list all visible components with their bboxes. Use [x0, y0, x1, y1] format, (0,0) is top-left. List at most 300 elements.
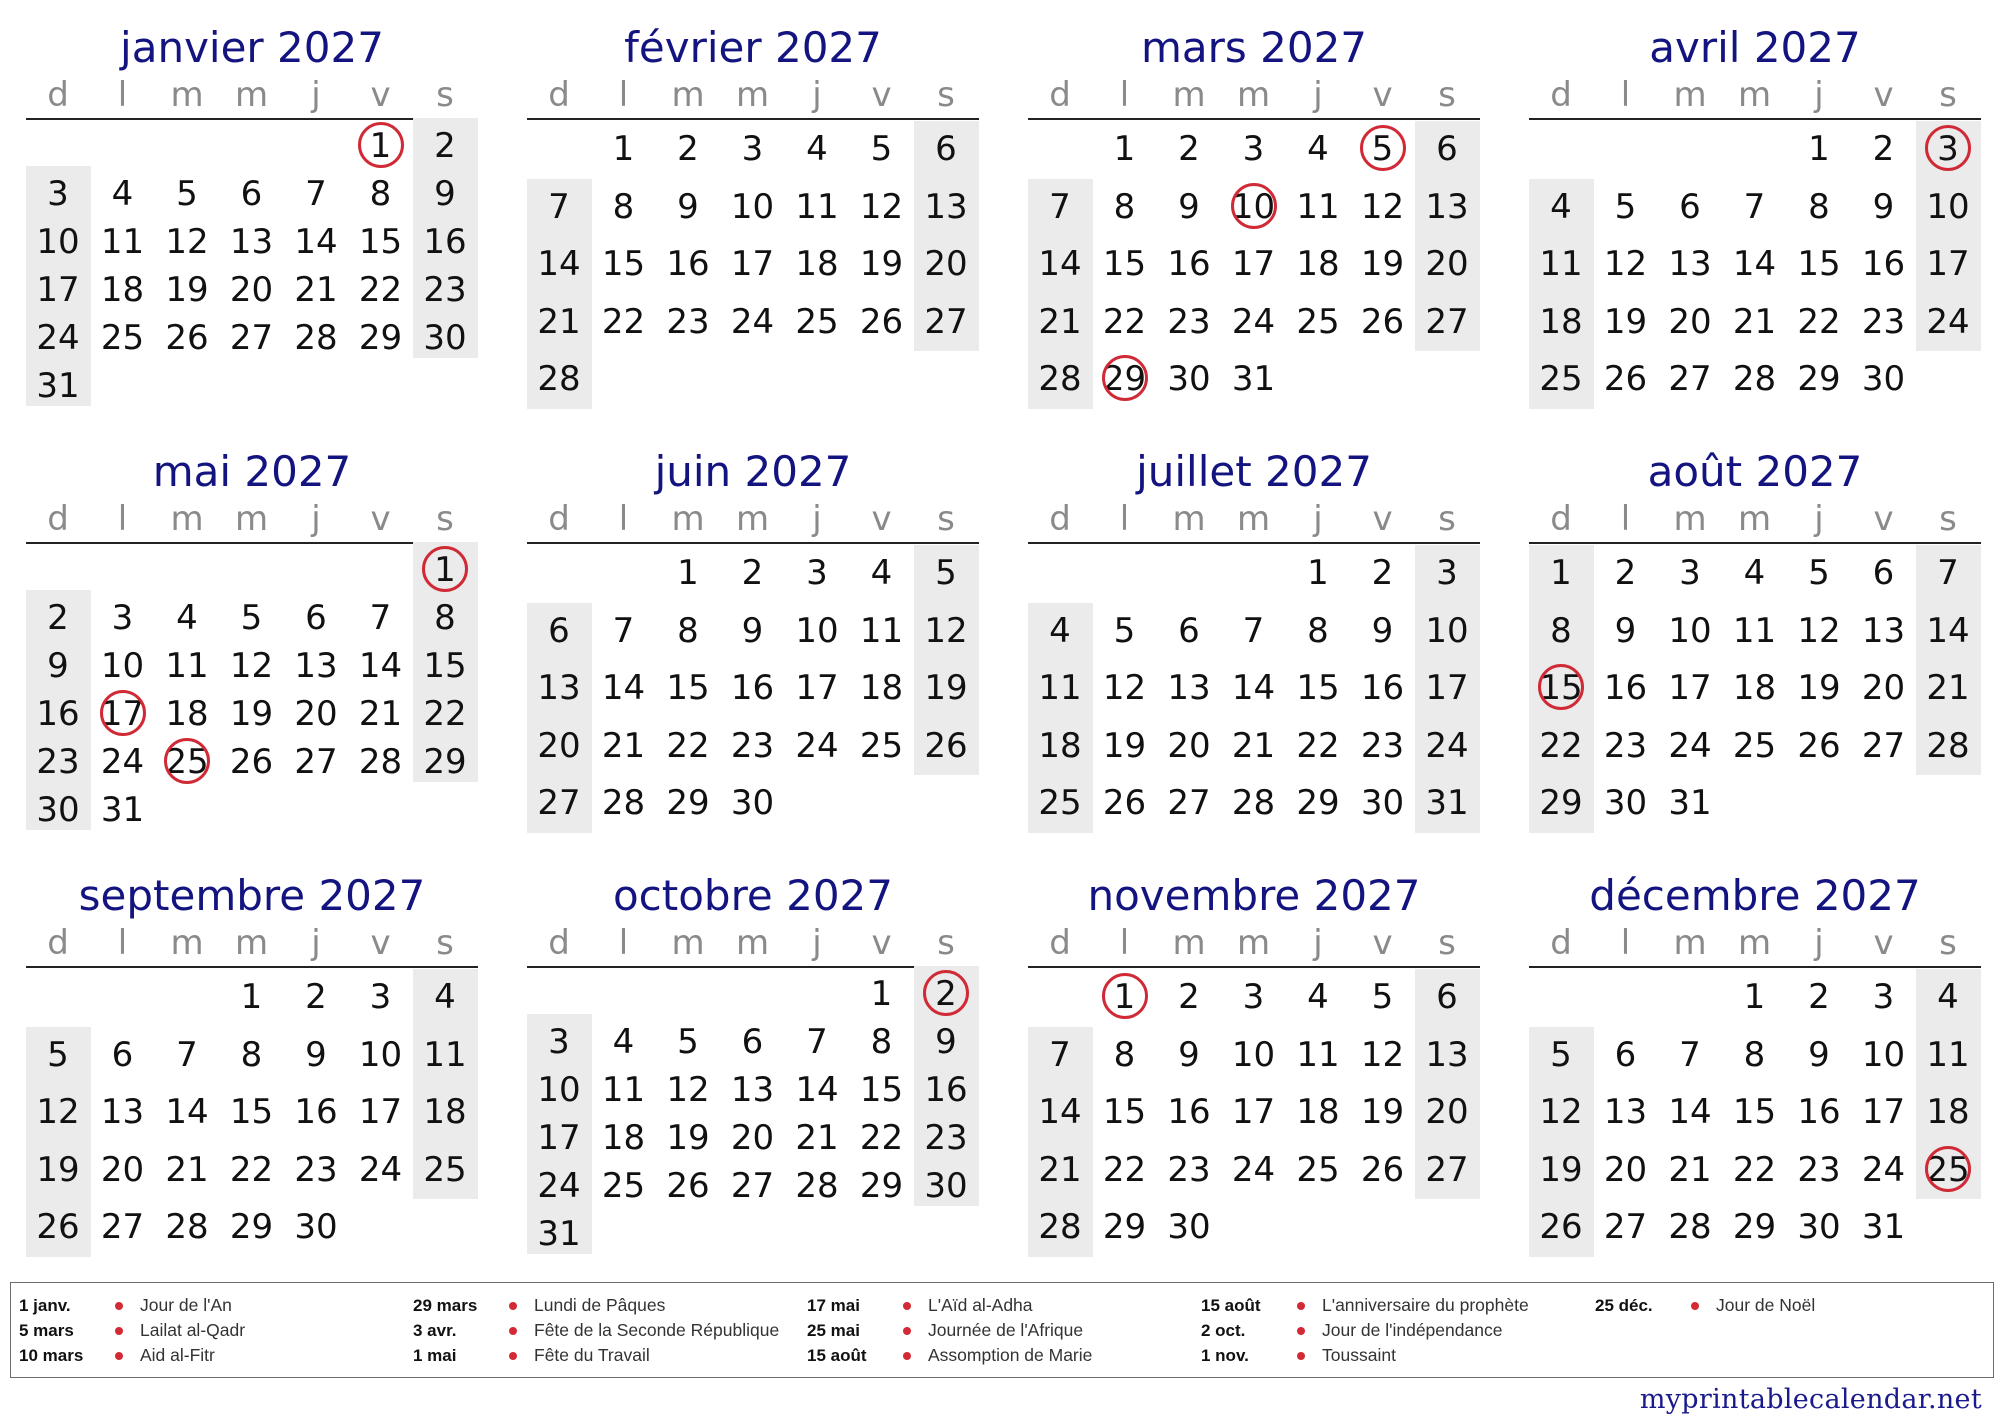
holiday-day-cell: 2 [914, 974, 978, 1014]
day-cell: 5 [935, 553, 957, 593]
legend-holiday-name: Assomption de Marie [928, 1345, 1093, 1365]
legend-column [1595, 1293, 1815, 1318]
legend-item [19, 1318, 245, 1343]
holiday-dot-icon [509, 1302, 517, 1310]
day-cell: 18 [1539, 301, 1583, 342]
day-cell: 11 [1732, 610, 1777, 651]
day-cell: 27 [1167, 783, 1211, 823]
weekday-label: m [1236, 75, 1271, 115]
weekday-label: m [735, 499, 770, 539]
legend-holiday-name: Fête de la Seconde République [534, 1320, 780, 1340]
day-cell: 22 [358, 270, 403, 310]
day-cell: 28 [1038, 359, 1082, 399]
day-cell: 9 [434, 174, 456, 214]
weekday-label: v [1372, 923, 1393, 963]
month-title: janvier 2027 [120, 23, 384, 72]
day-cell: 13 [924, 186, 968, 227]
day-cell: 26 [666, 1166, 710, 1206]
day-cell: 14 [601, 668, 646, 708]
site-watermark: myprintablecalendar.net [1639, 1384, 1982, 1415]
day-cell: 26 [1360, 301, 1405, 342]
weekday-label: m [735, 923, 770, 963]
day-cell: 12 [1603, 244, 1648, 284]
legend-date: 3 avr. [413, 1321, 457, 1340]
day-cell: 2 [1614, 553, 1637, 593]
day-cell: 27 [1425, 1149, 1469, 1190]
day-cell: 11 [165, 646, 209, 686]
day-cell: 21 [1668, 1149, 1712, 1190]
weekday-label: d [1049, 75, 1071, 115]
day-cell: 9 [1178, 186, 1200, 227]
day-cell: 18 [423, 1092, 467, 1132]
day-cell: 5 [677, 1022, 699, 1062]
day-cell: 17 [36, 270, 80, 310]
day-cell: 11 [1296, 1034, 1340, 1075]
day-cell: 9 [741, 610, 764, 651]
day-cell: 5 [1371, 977, 1394, 1017]
day-cell: 11 [1539, 244, 1583, 284]
day-cell: 29 [229, 1207, 274, 1247]
month-block [527, 22, 979, 420]
day-cell: 29 [1797, 359, 1841, 399]
weekday-label: d [1049, 923, 1071, 963]
weekday-label: d [1550, 75, 1572, 115]
day-cell: 31 [1425, 783, 1469, 823]
day-cell: 25 [1038, 783, 1082, 823]
day-cell: 15 [601, 244, 646, 284]
day-cell: 26 [1797, 725, 1841, 766]
weekday-label: m [170, 923, 204, 963]
weekday-label: v [1873, 499, 1894, 539]
weekday-label: m [1172, 75, 1206, 115]
day-cell: 20 [537, 725, 581, 766]
month-block [527, 870, 979, 1268]
legend-item [1201, 1293, 1529, 1318]
weekday-label: d [548, 499, 570, 539]
day-cell: 25 [423, 1149, 467, 1190]
day-cell: 6 [111, 1034, 134, 1075]
day-cell: 13 [1167, 668, 1211, 708]
weekday-label: v [1873, 75, 1894, 115]
weekday-header [1529, 498, 1981, 544]
day-cell: 21 [165, 1149, 209, 1190]
day-cell: 26 [165, 318, 209, 358]
day-cell: 23 [36, 742, 80, 782]
weekday-header [1028, 498, 1480, 544]
day-cell: 30 [924, 1166, 968, 1206]
holiday-day-cell: 25 [1916, 1150, 1980, 1190]
day-cell: 13 [1861, 610, 1906, 651]
day-cell: 4 [176, 598, 198, 638]
weekday-label: l [618, 75, 629, 115]
weekday-label: l [1119, 499, 1130, 539]
holiday-dot-icon [115, 1327, 123, 1335]
legend-item [413, 1343, 779, 1368]
day-cell: 23 [1861, 301, 1906, 342]
weekday-label: l [618, 923, 629, 963]
day-cell: 24 [100, 742, 145, 782]
weekday-label: m [1172, 499, 1206, 539]
day-cell: 21 [1732, 301, 1777, 342]
day-cell: 3 [369, 977, 392, 1017]
weekday-label: m [1737, 75, 1772, 115]
day-cell: 8 [1550, 610, 1572, 651]
weekday-label: s [937, 499, 955, 539]
day-cell: 23 [1167, 301, 1211, 342]
day-cell: 9 [1371, 610, 1394, 651]
day-cell: 2 [1872, 129, 1895, 169]
legend-item [413, 1293, 779, 1318]
day-cell: 6 [305, 598, 327, 638]
day-cell: 22 [1797, 301, 1841, 342]
day-cell: 11 [859, 610, 904, 651]
day-cell: 4 [434, 977, 456, 1017]
day-cell: 18 [1926, 1092, 1970, 1132]
month-title: octobre 2027 [612, 871, 894, 920]
day-cell: 2 [741, 553, 764, 593]
day-cell: 21 [601, 725, 646, 766]
day-cell: 21 [537, 301, 581, 342]
day-cell: 27 [100, 1207, 145, 1247]
day-cell: 8 [1307, 610, 1329, 651]
day-cell: 15 [358, 222, 403, 262]
day-cell: 10 [1668, 610, 1712, 651]
month-block [26, 22, 478, 420]
holiday-dot-icon [1691, 1302, 1699, 1310]
day-cell: 17 [1425, 668, 1469, 708]
day-cell: 28 [294, 318, 338, 358]
legend-column [1201, 1293, 1529, 1368]
day-cell: 11 [1926, 1034, 1970, 1075]
day-cell: 7 [1679, 1034, 1701, 1075]
weekday-label: v [370, 499, 391, 539]
day-cell: 26 [1360, 1149, 1405, 1190]
month-title: février 2027 [624, 23, 882, 72]
day-cell: 3 [1679, 553, 1701, 593]
weekday-label: l [117, 499, 128, 539]
day-cell: 3 [47, 174, 69, 214]
day-cell: 2 [305, 977, 327, 1017]
day-cell: 22 [601, 301, 646, 342]
day-cell: 20 [730, 1118, 775, 1158]
weekday-label: d [1550, 499, 1572, 539]
day-cell: 25 [1296, 301, 1340, 342]
day-cell: 10 [1926, 186, 1970, 227]
day-cell: 1 [1113, 129, 1136, 169]
day-cell: 30 [730, 783, 775, 823]
day-cell: 5 [1808, 553, 1830, 593]
day-cell: 14 [1926, 610, 1970, 651]
day-cell: 28 [1231, 783, 1276, 823]
day-cell: 21 [1038, 301, 1082, 342]
day-cell: 6 [240, 174, 263, 214]
weekday-label: m [1673, 923, 1707, 963]
day-cell: 5 [1550, 1034, 1572, 1075]
day-cell: 2 [677, 129, 699, 169]
weekday-label: d [47, 75, 69, 115]
holiday-day-cell: 5 [1351, 129, 1415, 169]
weekday-label: s [1939, 499, 1957, 539]
day-cell: 16 [666, 244, 710, 284]
day-cell: 29 [358, 318, 403, 358]
legend-item [807, 1343, 1092, 1368]
day-cell: 7 [1242, 610, 1265, 651]
day-cell: 10 [730, 186, 775, 227]
day-cell: 6 [935, 129, 957, 169]
day-cell: 29 [1732, 1207, 1777, 1247]
legend-holiday-name: Toussaint [1322, 1345, 1396, 1365]
day-cell: 30 [294, 1207, 338, 1247]
month-day-grid [1529, 968, 1981, 1268]
day-cell: 28 [1732, 359, 1777, 399]
day-cell: 23 [294, 1149, 338, 1190]
day-cell: 14 [358, 646, 403, 686]
weekday-label: m [671, 75, 705, 115]
weekday-header [26, 498, 478, 544]
day-cell: 2 [434, 126, 456, 166]
day-cell: 19 [1360, 244, 1405, 284]
day-cell: 16 [1797, 1092, 1841, 1132]
month-block [1529, 446, 1981, 844]
day-cell: 26 [1539, 1207, 1583, 1247]
holiday-day-cell: 1 [413, 550, 477, 590]
day-cell: 6 [1872, 553, 1895, 593]
weekday-header [1028, 74, 1480, 120]
weekday-label: l [1119, 75, 1130, 115]
day-cell: 16 [924, 1070, 968, 1110]
day-cell: 11 [100, 222, 145, 262]
legend-item [413, 1318, 779, 1343]
day-cell: 8 [369, 174, 392, 214]
day-cell: 14 [1038, 244, 1082, 284]
day-cell: 4 [612, 1022, 635, 1062]
day-cell: 16 [1603, 668, 1648, 708]
month-title: mars 2027 [1140, 23, 1368, 72]
day-cell: 12 [1360, 1034, 1405, 1075]
month-day-grid [527, 968, 979, 1268]
day-cell: 16 [1167, 1092, 1211, 1132]
day-cell: 7 [1049, 186, 1071, 227]
legend-holiday-name: Lailat al-Qadr [140, 1320, 246, 1340]
holiday-dot-icon [1297, 1302, 1305, 1310]
day-cell: 3 [1436, 553, 1458, 593]
holiday-dot-icon [1297, 1352, 1305, 1360]
day-cell: 7 [548, 186, 570, 227]
day-cell: 2 [1808, 977, 1830, 1017]
day-cell: 21 [1231, 725, 1276, 766]
day-cell: 23 [666, 301, 710, 342]
day-cell: 2 [1371, 553, 1394, 593]
day-cell: 1 [1743, 977, 1766, 1017]
day-cell: 8 [1113, 1034, 1136, 1075]
day-cell: 4 [111, 174, 134, 214]
weekday-label: s [1438, 923, 1456, 963]
day-cell: 8 [1113, 186, 1136, 227]
day-cell: 8 [1743, 1034, 1766, 1075]
weekday-label: m [1673, 499, 1707, 539]
day-cell: 2 [1178, 977, 1200, 1017]
day-cell: 19 [859, 244, 904, 284]
weekday-label: s [1939, 75, 1957, 115]
day-cell: 13 [1603, 1092, 1648, 1132]
day-cell: 21 [1926, 668, 1970, 708]
weekday-label: m [234, 499, 269, 539]
legend-column [807, 1293, 1092, 1368]
day-cell: 10 [100, 646, 145, 686]
day-cell: 20 [1425, 244, 1469, 284]
day-cell: 21 [358, 694, 403, 734]
holiday-day-cell: 17 [91, 694, 155, 734]
day-cell: 27 [1668, 359, 1712, 399]
day-cell: 14 [795, 1070, 839, 1110]
day-cell: 5 [47, 1034, 69, 1075]
day-cell: 22 [1102, 1149, 1147, 1190]
weekday-label: s [1438, 75, 1456, 115]
day-cell: 17 [1231, 1092, 1276, 1132]
day-cell: 30 [423, 318, 467, 358]
weekday-label: m [170, 75, 204, 115]
day-cell: 4 [1743, 553, 1766, 593]
weekday-label: j [1313, 499, 1323, 539]
day-cell: 8 [1808, 186, 1830, 227]
day-cell: 17 [537, 1118, 581, 1158]
day-cell: 20 [924, 244, 968, 284]
day-cell: 4 [1307, 977, 1329, 1017]
day-cell: 6 [1614, 1034, 1637, 1075]
day-cell: 8 [434, 598, 456, 638]
weekday-label: d [1049, 499, 1071, 539]
legend-item [807, 1293, 1092, 1318]
weekday-label: v [1873, 923, 1894, 963]
day-cell: 18 [859, 668, 904, 708]
day-cell: 15 [1797, 244, 1841, 284]
day-cell: 28 [537, 359, 581, 399]
day-cell: 1 [1550, 553, 1572, 593]
day-cell: 17 [358, 1092, 403, 1132]
day-cell: 11 [1038, 668, 1082, 708]
day-cell: 12 [924, 610, 968, 651]
month-block [1028, 446, 1480, 844]
day-cell: 25 [1732, 725, 1777, 766]
day-cell: 27 [229, 318, 274, 358]
weekday-label: v [871, 499, 892, 539]
month-day-grid [26, 544, 478, 844]
day-cell: 26 [229, 742, 274, 782]
weekday-label: l [618, 499, 629, 539]
day-cell: 23 [1167, 1149, 1211, 1190]
day-cell: 26 [1102, 783, 1147, 823]
day-cell: 6 [1436, 977, 1458, 1017]
weekday-label: j [1814, 75, 1824, 115]
month-title: décembre 2027 [1589, 871, 1921, 920]
month-block [527, 446, 979, 844]
day-cell: 8 [612, 186, 635, 227]
weekday-header [26, 74, 478, 120]
legend-date: 15 août [807, 1346, 867, 1365]
month-title: juin 2027 [654, 447, 852, 496]
day-cell: 17 [1926, 244, 1970, 284]
day-cell: 6 [548, 610, 570, 651]
weekday-header [1028, 922, 1480, 968]
day-cell: 30 [1861, 359, 1906, 399]
day-cell: 28 [795, 1166, 839, 1206]
day-cell: 19 [229, 694, 274, 734]
day-cell: 18 [1296, 1092, 1340, 1132]
day-cell: 16 [1360, 668, 1405, 708]
day-cell: 10 [795, 610, 839, 651]
day-cell: 22 [1539, 725, 1583, 766]
day-cell: 15 [1102, 1092, 1147, 1132]
weekday-label: d [548, 75, 570, 115]
day-cell: 30 [1603, 783, 1648, 823]
day-cell: 24 [1926, 301, 1970, 342]
day-cell: 17 [1231, 244, 1276, 284]
day-cell: 11 [1296, 186, 1340, 227]
holiday-day-cell: 10 [1222, 187, 1286, 227]
day-cell: 15 [1732, 1092, 1777, 1132]
day-cell: 12 [666, 1070, 710, 1110]
weekday-label: s [436, 923, 454, 963]
day-cell: 17 [730, 244, 775, 284]
day-cell: 7 [1743, 186, 1766, 227]
day-cell: 19 [924, 668, 968, 708]
day-cell: 23 [1360, 725, 1405, 766]
day-cell: 31 [100, 790, 145, 830]
day-cell: 4 [1049, 610, 1071, 651]
day-cell: 7 [369, 598, 392, 638]
month-title: mai 2027 [152, 447, 352, 496]
legend-date: 10 mars [19, 1346, 84, 1365]
day-cell: 29 [666, 783, 710, 823]
day-cell: 25 [1539, 359, 1583, 399]
weekday-label: j [311, 75, 321, 115]
day-cell: 9 [47, 646, 69, 686]
weekday-label: v [871, 923, 892, 963]
day-cell: 7 [1049, 1034, 1071, 1075]
day-cell: 1 [240, 977, 263, 1017]
day-cell: 30 [36, 790, 80, 830]
day-cell: 12 [229, 646, 274, 686]
day-cell: 13 [1425, 1034, 1469, 1075]
month-block [1028, 22, 1480, 420]
day-cell: 29 [1539, 783, 1583, 823]
day-cell: 10 [358, 1034, 403, 1075]
day-cell: 12 [1360, 186, 1405, 227]
day-cell: 29 [1296, 783, 1340, 823]
day-cell: 20 [1603, 1149, 1648, 1190]
legend-holiday-name: Jour de l'indépendance [1322, 1320, 1503, 1340]
legend-item [807, 1318, 1092, 1343]
day-cell: 11 [423, 1034, 467, 1075]
day-cell: 29 [1102, 1207, 1147, 1247]
day-cell: 10 [1425, 610, 1469, 651]
weekday-label: j [311, 923, 321, 963]
day-cell: 8 [677, 610, 699, 651]
holiday-dot-icon [903, 1302, 911, 1310]
day-cell: 25 [601, 1166, 646, 1206]
holiday-dot-icon [903, 1327, 911, 1335]
weekday-header [527, 74, 979, 120]
legend-holiday-name: Lundi de Pâques [534, 1295, 666, 1315]
day-cell: 5 [1113, 610, 1136, 651]
month-day-grid [1529, 544, 1981, 844]
day-cell: 25 [1296, 1149, 1340, 1190]
holiday-dot-icon [509, 1352, 517, 1360]
day-cell: 19 [1360, 1092, 1405, 1132]
day-cell: 16 [294, 1092, 338, 1132]
day-cell: 26 [1603, 359, 1648, 399]
day-cell: 1 [870, 974, 893, 1014]
